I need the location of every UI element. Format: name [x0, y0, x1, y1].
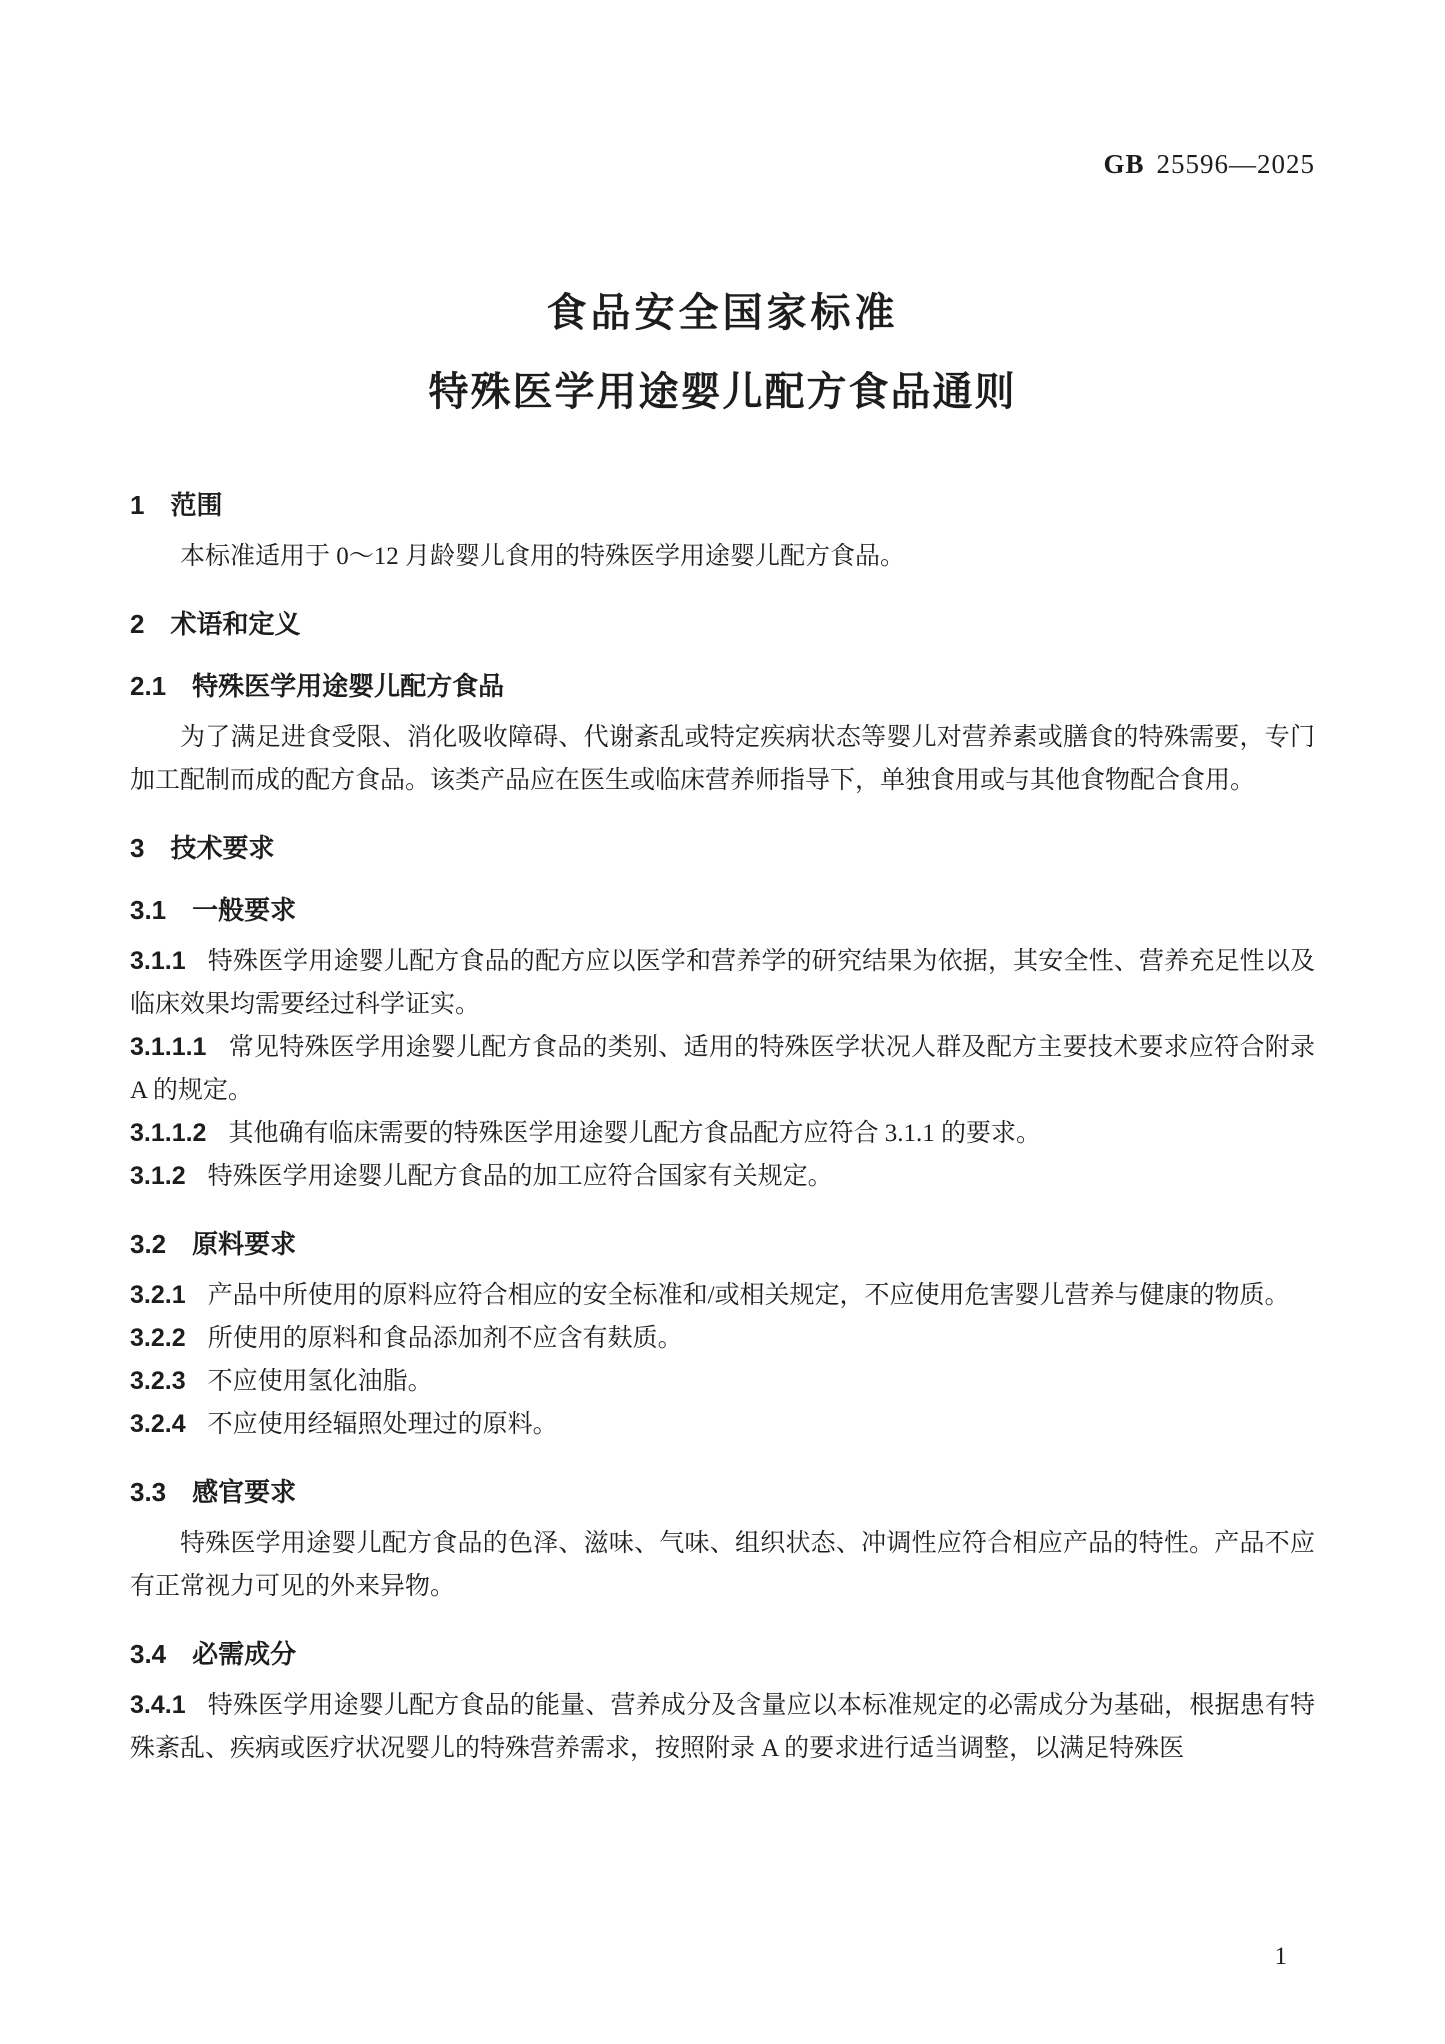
standard-number — [130, 148, 1315, 180]
section-number: 2 — [130, 609, 145, 639]
section-number: 3 — [130, 833, 145, 863]
doc-subtitle: 特殊医学用途婴儿配方食品通则 — [428, 370, 1017, 414]
section-title: 范围 — [170, 490, 223, 520]
clause-text: 其他确有临床需要的特殊医学用途婴儿配方食品配方应符合 3.1.1 的要求。 — [228, 1120, 1041, 1147]
clause-3-2-4 — [130, 1403, 1315, 1446]
page-number: 1 — [1274, 1943, 1287, 1970]
clause-number: 3.2.4 — [130, 1410, 186, 1438]
clause-number: 3.2.1 — [130, 1281, 186, 1309]
clause-text: 产品中所使用的原料应符合相应的安全标准和/或相关规定，不应使用危害婴儿营养与健康的物质。 — [207, 1282, 1290, 1309]
clause-number: 3.1.1.2 — [130, 1119, 207, 1147]
subsection-title: 必需成分 — [192, 1639, 297, 1669]
section-heading-terms — [130, 608, 1315, 640]
clause-text: 不应使用经辐照处理过的原料。 — [207, 1411, 558, 1438]
clause-3-1-1-2 — [130, 1112, 1315, 1155]
clause-text: 特殊医学用途婴儿配方食品的加工应符合国家有关规定。 — [207, 1163, 833, 1190]
subsection-title: 特殊医学用途婴儿配方食品 — [192, 671, 505, 701]
clause-number: 3.2.3 — [130, 1367, 186, 1395]
clause-3-2-2 — [130, 1317, 1315, 1360]
subsection-title: 感官要求 — [192, 1477, 297, 1507]
section-heading-scope — [130, 489, 1315, 521]
clause-text: 常见特殊医学用途婴儿配方食品的类别、适用的特殊医学状况人群及配方主要技术要求应符合附录 A 的规定。 — [130, 1034, 1315, 1104]
standard-digits: 25596—2025 — [1156, 149, 1315, 179]
section-title: 技术要求 — [170, 833, 275, 863]
scope-paragraph: 本标准适用于 0～12 月龄婴儿食用的特殊医学用途婴儿配方食品。 — [180, 543, 906, 570]
subsection-number: 3.2 — [130, 1229, 167, 1259]
clause-3-4-1 — [130, 1684, 1315, 1770]
subsection-heading-3-4 — [130, 1638, 1315, 1670]
clause-3-1-1 — [130, 940, 1315, 1026]
clause-text: 特殊医学用途婴儿配方食品的配方应以医学和营养学的研究结果为依据，其安全性、营养充足性以及临床效果均需要经过科学证实。 — [130, 948, 1315, 1018]
subsection-heading-2-1 — [130, 670, 1315, 702]
clause-3-2-3 — [130, 1360, 1315, 1403]
clause-3-1-2 — [130, 1155, 1315, 1198]
clause-text: 特殊医学用途婴儿配方食品的能量、营养成分及含量应以本标准规定的必需成分为基础，根据患有特殊紊乱、疾病或医疗状况婴儿的特殊营养需求，按照附录 A 的要求进行适当调整，以满足特殊医 — [130, 1692, 1315, 1762]
clause-number: 3.2.2 — [130, 1324, 186, 1352]
section-number: 1 — [130, 490, 145, 520]
sensory-paragraph: 特殊医学用途婴儿配方食品的色泽、滋味、气味、组织状态、冲调性应符合相应产品的特性。产品不应有正常视力可见的外来异物。 — [130, 1530, 1315, 1600]
subsection-heading-3-1 — [130, 894, 1315, 926]
doc-title: 食品安全国家标准 — [546, 291, 899, 335]
definition-paragraph: 为了满足进食受限、消化吸收障碍、代谢紊乱或特定疾病状态等婴儿对营养素或膳食的特殊需要，专门加工配制而成的配方食品。该类产品应在医生或临床营养师指导下，单独食用或与其他食物配合食用。 — [130, 724, 1315, 794]
subsection-heading-3-2 — [130, 1228, 1315, 1260]
subsection-number: 3.4 — [130, 1639, 167, 1669]
section-title: 术语和定义 — [170, 609, 301, 639]
subsection-number: 2.1 — [130, 671, 167, 701]
clause-number: 3.1.2 — [130, 1162, 186, 1190]
clause-number: 3.4.1 — [130, 1691, 186, 1719]
subsection-title: 原料要求 — [192, 1229, 297, 1259]
subsection-number: 3.1 — [130, 895, 167, 925]
subsection-number: 3.3 — [130, 1477, 167, 1507]
clause-number: 3.1.1 — [130, 947, 186, 975]
subsection-title: 一般要求 — [192, 895, 297, 925]
clause-number: 3.1.1.1 — [130, 1033, 207, 1061]
standard-prefix: GB — [1103, 149, 1145, 179]
clause-text: 不应使用氢化油脂。 — [207, 1368, 433, 1395]
subsection-heading-3-3 — [130, 1476, 1315, 1508]
clause-3-2-1 — [130, 1274, 1315, 1317]
clause-text: 所使用的原料和食品添加剂不应含有麸质。 — [207, 1325, 683, 1352]
section-heading-tech — [130, 832, 1315, 864]
clause-3-1-1-1 — [130, 1026, 1315, 1112]
